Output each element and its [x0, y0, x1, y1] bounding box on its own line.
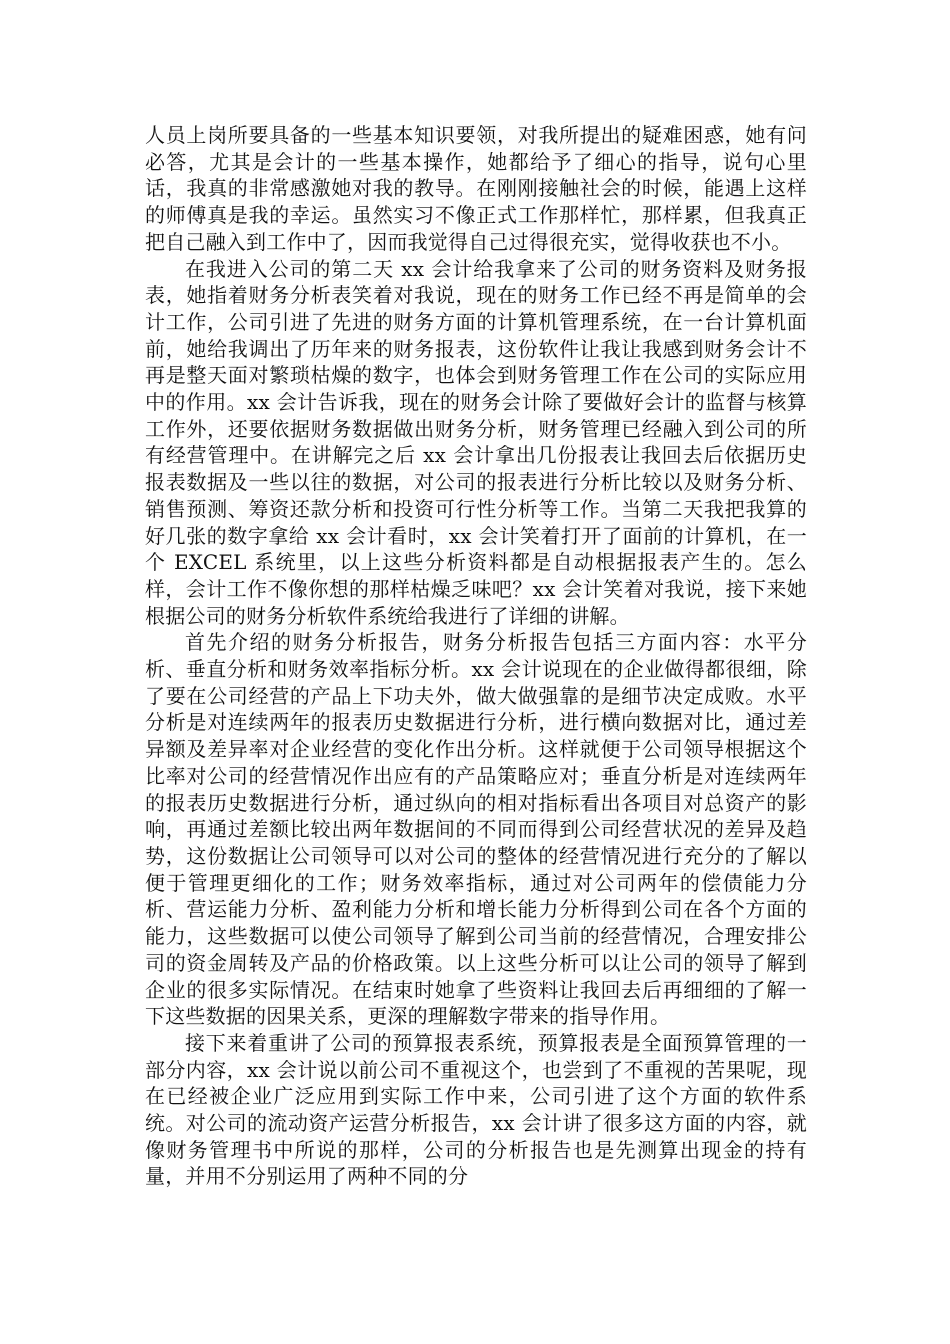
paragraph-continued: 人员上岗所要具备的一些基本知识要领，对我所提出的疑难困惑，她有问必答，尤其是会计的一些基本操作，她都给予了细心的指导，说句心里话，我真的非常感激她对我的教导。在刚刚接触社会的时候，能遇上这样的师傅真是我的幸运。虽然实习不像正式工作那样忙，那样累，但我真正把自己融入到工作中了，因而我觉得自己过得很充实，觉得收获也不小。 — [145, 123, 807, 254]
paragraph-second-day: 在我进入公司的第二天 xx 会计给我拿来了公司的财务资料及财务报表，她指着财务分析表笑着对我说，现在的财务工作已经不再是简单的会计工作，公司引进了先进的财务方面的计算机管理系统，在一台计算机面前，她给我调出了历年来的财务报表，这份软件让我让我感到财务会计不再是整天面对繁琐枯燥的数字，也体会到财务管理工作在公司的实际应用中的作用。xx 会计告诉我，现在的财务会计除了要做好会计的监督与核算工作外，还要依据财务数据做出财务分析，财务管理已经融入到公司的所有经营管理中。在讲解完之后 xx 会计拿出几份报表让我回去后依据历史报表数据及一些以往的数据，对公司的报表进行分析比较以及财务分析、销售预测、筹资还款分析和投资可行性分析等工作。当第二天我把我算的好几张的数字拿给 xx 会计看时，xx 会计笑着打开了面前的计算机，在一个 EXCEL 系统里，以上这些分析资料都是自动根据报表产生的。怎么样，会计工作不像你想的那样枯燥乏味吧？xx 会计笑着对我说，接下来她根据公司的财务分析软件系统给我进行了详细的讲解。 — [145, 256, 807, 628]
paragraph-financial-analysis-report: 首先介绍的财务分析报告，财务分析报告包括三方面内容：水平分析、垂直分析和财务效率指标分析。xx 会计说现在的企业做得都很细，除了要在公司经营的产品上下功夫外，做大做强靠的是细节决定成败。水平分析是对连续两年的报表历史数据进行分析，进行横向数据对比，通过差异额及差异率对企业经营的变化作出分析。这样就便于公司领导根据这个比率对公司的经营情况作出应有的产品策略应对；垂直分析是对连续两年的报表历史数据进行分析，通过纵向的相对指标看出各项目对总资产的影响，再通过差额比较出两年数据间的不同而得到公司经营状况的差异及趋势，这份数据让公司领导可以对公司的整体的经营情况进行充分的了解以便于管理更细化的工作；财务效率指标，通过对公司两年的偿债能力分析、营运能力分析、盈利能力分析和增长能力分析得到公司在各个方面的能力，这些数据可以使公司领导了解到公司当前的经营情况，合理安排公司的资金周转及产品的价格政策。以上这些分析可以让公司的领导了解到企业的很多实际情况。在结束时她拿了些资料让我回去后再细细的了解一下这些数据的因果关系，更深的理解数字带来的指导作用。 — [145, 630, 807, 1029]
paragraph-budget-report: 接下来着重讲了公司的预算报表系统，预算报表是全面预算管理的一部分内容，xx 会计说以前公司不重视这个，也尝到了不重视的苦果呢，现在已经被企业广泛应用到实际工作中来，公司引进了这个方面的软件系统。对公司的流动资产运营分析报告，xx 会计讲了很多这方面的内容，就像财务管理书中所说的那样，公司的分析报告也是先测算出现金的持有量，并用不分别运用了两种不同的分 — [145, 1030, 807, 1189]
document-body — [145, 122, 807, 1190]
